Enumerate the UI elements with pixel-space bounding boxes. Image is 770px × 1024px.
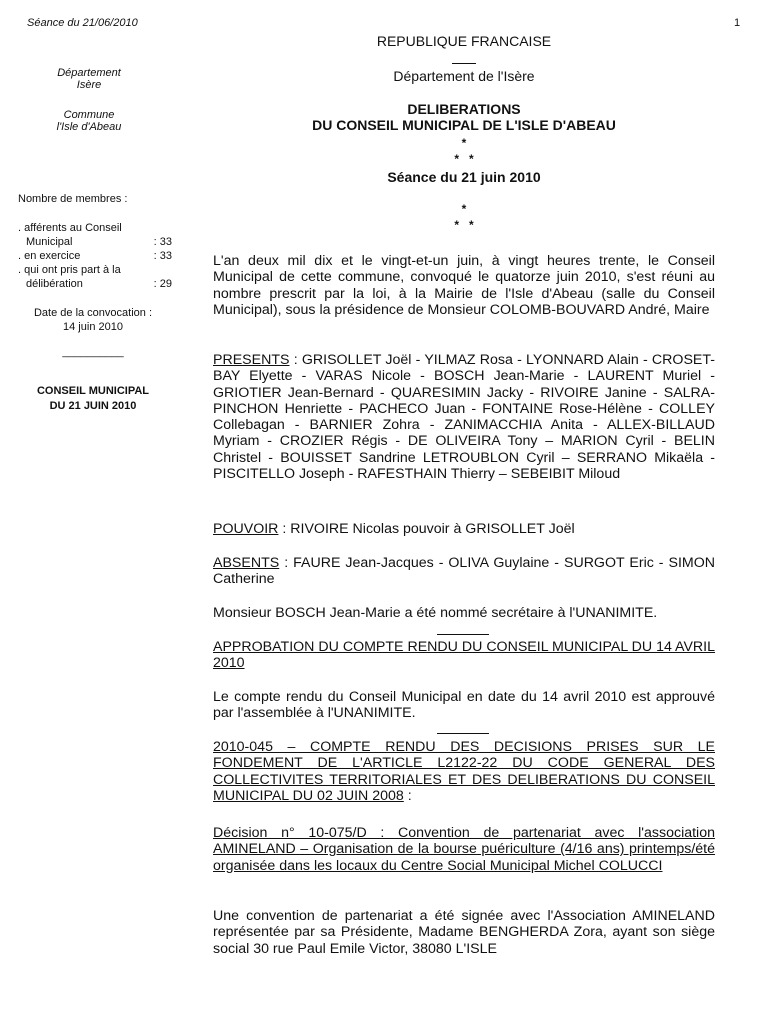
sidebar-departement-label: Département: [57, 67, 121, 79]
deliberations-title-block: [213, 101, 715, 133]
star-1: *: [461, 136, 467, 150]
absents-paragraph: [213, 555, 715, 588]
seance-date-header: Séance du 21/06/2010: [27, 17, 138, 29]
presents-text: : GRISOLLET Joël - YILMAZ Rosa - LYONNARD Alain - CROSET-BAY Elyette - VARAS Nicole - BOSCH Jean-Marie - LAURENT Muriel - GRIOTIER Jean-Bernard - QUARESIMIN Jacky - RIVOIRE Janine - SALRA-PINCHON Henriette - PACHECO Juan - FONTAINE Rose-Hélène - COLLEY Collebagan - BARNIER Zohra - ZANIMACCHIA Anita - ALLEX-BILLAUD Myriam - CROZIER Régis - DE OLIVEIRA Tony – MARION Cyril - BELIN Christel - BOUISSET Sandrine LETROUBLON Cyril – SERRANO Mikaëla - PISCITELLO Joseph - RAFESTHAIN Thierry – SEBEIBIT Miloud: [213, 352, 715, 483]
conseil-block: [18, 384, 168, 414]
short-rule-2: [437, 634, 489, 635]
sidebar-commune-label: Commune: [63, 109, 115, 121]
du-conseil-title: DU CONSEIL MUNICIPAL DE L'ISLE D'ABEAU: [312, 117, 616, 133]
pouvoir-text: : RIVOIRE Nicolas pouvoir à GRISOLLET Joël: [278, 521, 575, 537]
convention-paragraph: Une convention de partenariat a été signée avec l'Association AMINELAND représentée par sa Présidente, Madame BENGHERDA Zora, ayant son siège social 30 rue Paul Emile Victor, 38080 L'ISLE: [213, 908, 715, 957]
deliberation-heading: [213, 739, 715, 804]
short-rule-3: [437, 733, 489, 734]
seance-title: Séance du 21 juin 2010: [387, 169, 541, 185]
sidebar-departement: [20, 67, 158, 91]
afferents-line-1: . afférents au Conseil: [18, 222, 122, 234]
intro-paragraph: L'an deux mil dix et le vingt-et-un juin, à vingt heures trente, le Conseil Municipal de cette commune, convoqué le quatorze juin 2010, s'est réuni au nombre prescrit par la loi, à la Mairie de l'Isle d'Abeau (salle du Conseil Municipal), sous la présidence de Monsieur COLOMB-BOUVARD André, Maire: [213, 253, 715, 318]
absents-label: ABSENTS: [213, 555, 280, 571]
presents-paragraph: [213, 352, 715, 482]
conseil-line-2: DU 21 JUIN 2010: [49, 400, 137, 412]
exercice-row: [18, 249, 172, 263]
convocation-block: [18, 306, 168, 334]
sidebar-separator: __________: [62, 346, 124, 358]
membres-block: [18, 221, 172, 291]
afferents-line-2: Municipal: [26, 236, 73, 248]
deliberation-title: 2010-045 – COMPTE RENDU DES DECISIONS PRISES SUR LE FONDEMENT DE L'ARTICLE L2122-22 DU CODE GENERAL DES COLLECTIVITES TERRITORIALES ET DES DELIBERATIONS DU CONSEIL MUNICIPAL DU 02 JUIN 2008: [213, 739, 715, 804]
pouvoir-label: POUVOIR: [213, 521, 279, 537]
sidebar-commune-value: l'Isle d'Abeau: [56, 121, 122, 133]
secretaire-paragraph: Monsieur BOSCH Jean-Marie a été nommé secrétaire à l'UNANIMITE.: [213, 605, 658, 621]
conseil-line-1: CONSEIL MUNICIPAL: [36, 385, 150, 397]
afferents-row: [18, 235, 172, 249]
pris-part-line-2: délibération: [26, 278, 83, 290]
republique-heading: REPUBLIQUE FRANCAISE: [376, 33, 552, 49]
presents-label: PRESENTS: [213, 352, 290, 368]
stars-2: * *: [454, 152, 474, 166]
departement-heading: Département de l'Isère: [393, 68, 535, 84]
exercice-value: : 33: [153, 250, 172, 262]
deliberations-title: DELIBERATIONS: [407, 101, 521, 117]
pouvoir-paragraph: [213, 521, 715, 537]
stars-4: * *: [454, 218, 474, 232]
star-3: *: [461, 202, 467, 216]
page-number: 1: [734, 17, 741, 29]
sidebar-departement-value: Isère: [76, 79, 102, 91]
sidebar-commune: [20, 109, 158, 133]
approbation-title: APPROBATION DU COMPTE RENDU DU CONSEIL MUNICIPAL DU 14 AVRIL 2010: [213, 639, 715, 672]
convocation-date: 14 juin 2010: [63, 321, 123, 333]
deliberation-suffix: :: [403, 787, 412, 804]
pris-part-value: : 29: [153, 278, 172, 290]
decision-title: Décision n° 10-075/D : Convention de partenariat avec l'association AMINELAND – Organisation de la bourse puériculture (4/16 ans) printemps/été organisée dans les locaux du Centre Social Municipal Michel COLUCCI: [213, 825, 715, 874]
convocation-label: Date de la convocation :: [33, 307, 153, 319]
pris-part-row: [18, 277, 172, 291]
membres-title: Nombre de membres :: [18, 193, 128, 205]
pris-part-line-1: . qui ont pris part à la: [18, 264, 121, 276]
afferents-value: : 33: [153, 236, 172, 248]
approbation-paragraph: Le compte rendu du Conseil Municipal en date du 14 avril 2010 est approuvé par l'assemblée à l'UNANIMITE.: [213, 689, 715, 722]
absents-text: : FAURE Jean-Jacques - OLIVA Guylaine - SURGOT Eric - SIMON Catherine: [213, 555, 715, 588]
exercice-label: . en exercice: [18, 250, 81, 262]
short-rule-1: [452, 63, 476, 64]
